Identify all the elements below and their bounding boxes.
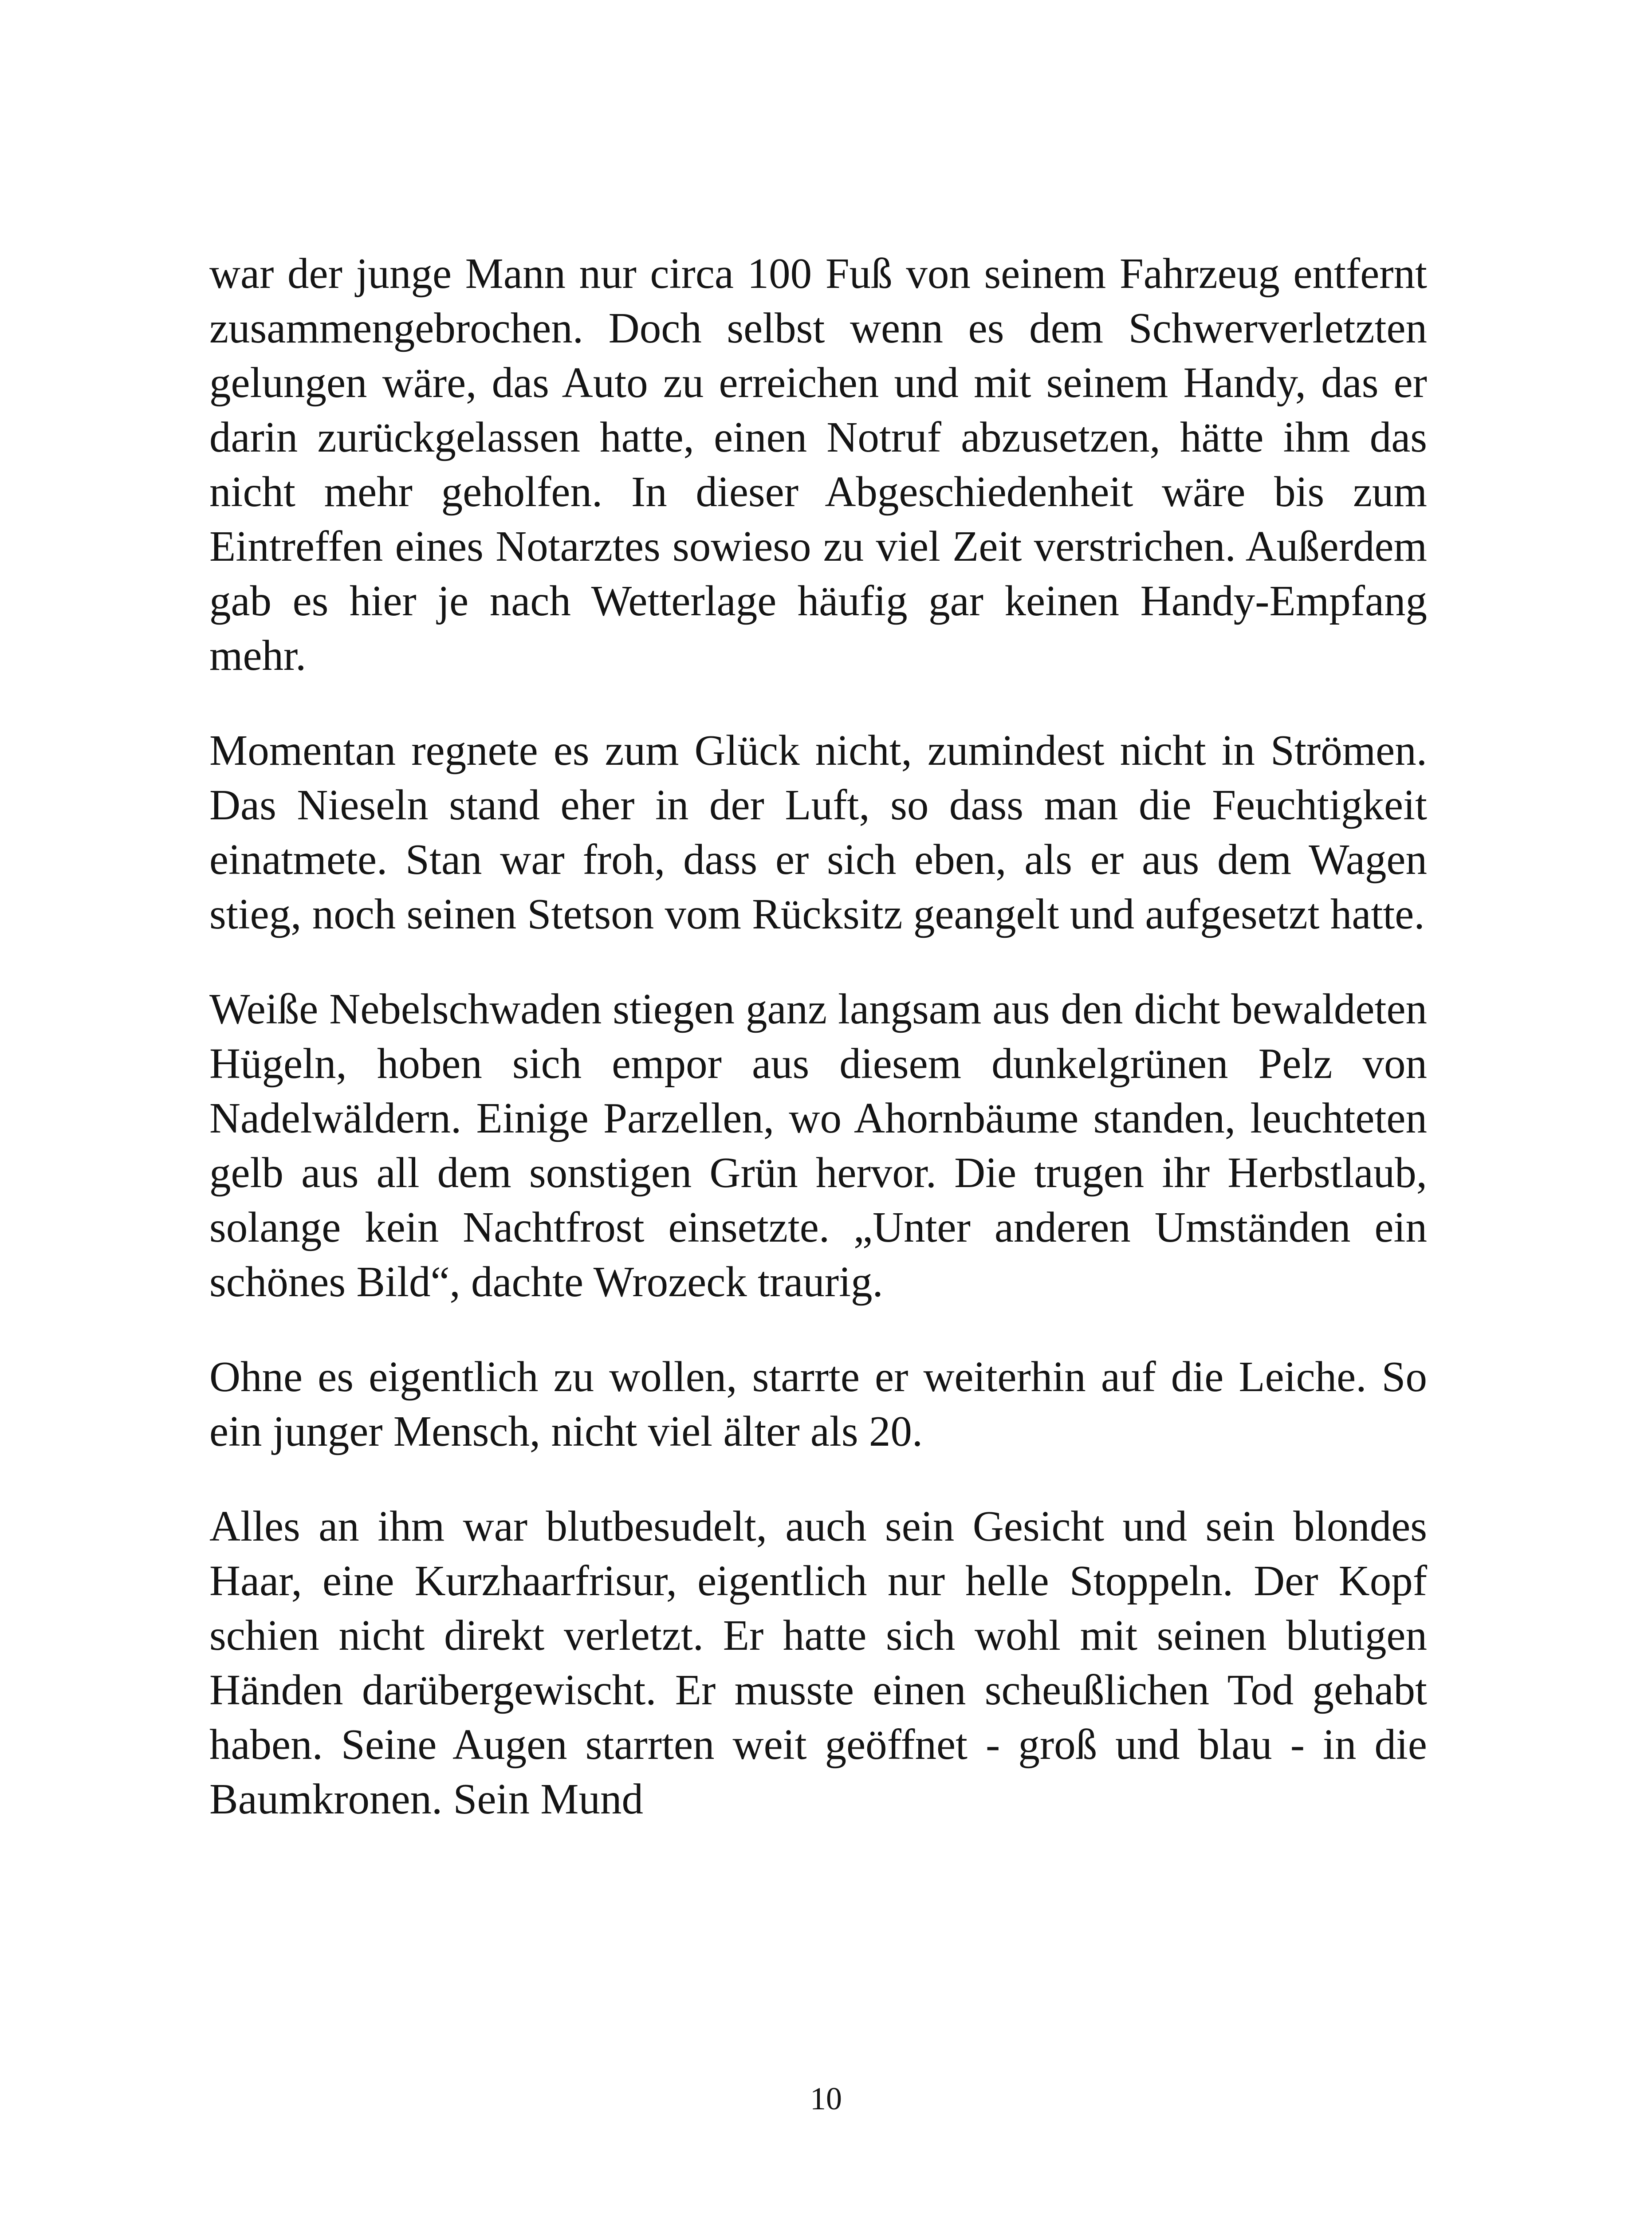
paragraph-3: Weiße Nebelschwaden stiegen ganz langsam aus den dicht bewaldeten Hügeln, hoben sich empor aus diesem dunkelgrünen Pelz von Nadelwäldern. Einige Parzellen, wo Ahornbäume standen, leuchteten gelb aus all dem sonstigen Grün hervor. Die trugen ihr Herbstlaub, solange kein Nachtfrost einsetzte. „Unter anderen Umständen ein schönes Bild“, dachte Wrozeck traurig. — [209, 985, 1427, 1306]
page-number: 10 — [810, 2081, 842, 2116]
paragraph-5: Alles an ihm war blutbesudelt, auch sein Gesicht und sein blondes Haar, eine Kurzhaarfrisur, eigentlich nur helle Stoppeln. Der Kopf schien nicht direkt verletzt. Er hatte sich wohl mit seinen blutigen Händen darübergewischt. Er musste einen scheußlichen Tod gehabt haben. Seine Augen starrten weit geöffnet - groß und blau - in die Baumkronen. Sein Mund — [209, 1502, 1427, 1823]
paragraph-1: war der junge Mann nur circa 100 Fuß von seinem Fahrzeug entfernt zusammengebrochen. Doch selbst wenn es dem Schwerverletzten gelungen wäre, das Auto zu erreichen und mit seinem Handy, das er darin zurückgelassen hatte, einen Notruf abzusetzen, hätte ihm das nicht mehr geholfen. In dieser Abgeschiedenheit wäre bis zum Eintreffen eines Notarztes sowieso zu viel Zeit verstrichen. Außerdem gab es hier je nach Wetterlage häufig gar keinen Handy-Empfang mehr. — [209, 250, 1427, 679]
paragraph-2: Momentan regnete es zum Glück nicht, zumindest nicht in Strömen. Das Nieseln stand eher in der Luft, so dass man die Feuchtigkeit einatmete. Stan war froh, dass er sich eben, als er aus dem Wagen stieg, noch seinen Stetson vom Rücksitz geangelt und aufgesetzt hatte. — [209, 727, 1427, 938]
body-text — [209, 246, 1427, 1826]
paragraph-4: Ohne es eigentlich zu wollen, starrte er weiterhin auf die Leiche. So ein junger Mensch, nicht viel älter als 20. — [209, 1353, 1427, 1455]
